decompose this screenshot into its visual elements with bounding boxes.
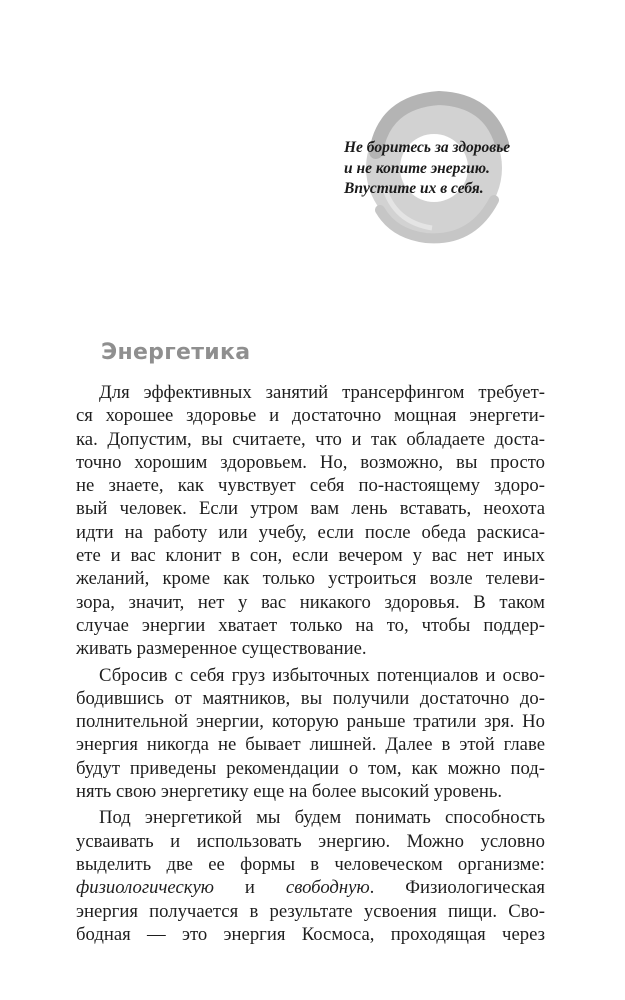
- epigraph-quote: [344, 138, 604, 200]
- text-line: бодившись от маятников, вы получили достаточно до-: [76, 687, 545, 709]
- text-line: нять свою энергетику еще на более высокий уровень.: [76, 781, 503, 803]
- epigraph-line: Впустите их в себя.: [344, 180, 484, 197]
- italic-term: свободную: [285, 877, 370, 899]
- text-line: будут приведены рекомендации о том, как можно под-: [76, 757, 545, 779]
- text-fragment: . Физиологическая: [369, 877, 545, 899]
- section-heading: Энергетика: [101, 340, 251, 365]
- text-line: вый человек. Если утром вам лень вставать, неохота: [76, 498, 545, 520]
- text-line: ся хорошее здоровье и достаточно мощная энергети-: [76, 405, 545, 427]
- epigraph-line: и не копите энергию.: [344, 159, 490, 177]
- text-line: выделить две ее формы в человеческом организме:: [76, 853, 545, 875]
- text-line: Для эффективных занятий трансерфингом требует-: [99, 382, 545, 403]
- text-line: идти на работу или учебу, если после обеда раскиса-: [76, 521, 545, 543]
- text-fragment: и: [213, 877, 286, 899]
- text-line: случае энергии хватает только на то, чтобы поддер-: [76, 614, 545, 636]
- text-line: полнительной энергии, которую раньше тратили зря. Но: [76, 711, 545, 733]
- text-line: живать размеренное существование.: [76, 638, 367, 660]
- body-text: [76, 381, 545, 946]
- text-line: бодная — это энергия Космоса, проходящая через: [76, 923, 545, 945]
- text-line: не знаете, как чувствует себя по-настоящему здоро-: [76, 475, 545, 497]
- text-line: зора, значит, нет у вас никакого здоровья. В таком: [76, 591, 545, 613]
- text-line: усваивать и использовать энергию. Можно условно: [76, 830, 545, 852]
- text-line: ка. Допустим, вы считаете, что и так обладаете доста-: [76, 428, 545, 450]
- text-line: Сбросив с себя груз избыточных потенциалов и осво-: [99, 664, 545, 686]
- epigraph-block: [330, 82, 590, 252]
- text-line-mixed: [76, 876, 545, 899]
- text-line: ете и вас клонит в сон, если вечером у вас нет иных: [76, 545, 545, 567]
- italic-term: физиологическую: [76, 877, 214, 899]
- text-line: желаний, кроме как только устроиться возле телеви-: [76, 568, 545, 590]
- epigraph-line: Не боритесь за здоровье: [344, 139, 511, 156]
- text-line: Под энергетикой мы будем понимать способность: [99, 807, 545, 829]
- text-line: энергия получается в результате усвоения пищи. Сво-: [76, 900, 545, 922]
- text-line: энергия никогда не бывает лишней. Далее в этой главе: [76, 734, 545, 756]
- text-line: точно хорошим здоровьем. Но, возможно, вы просто: [76, 451, 545, 473]
